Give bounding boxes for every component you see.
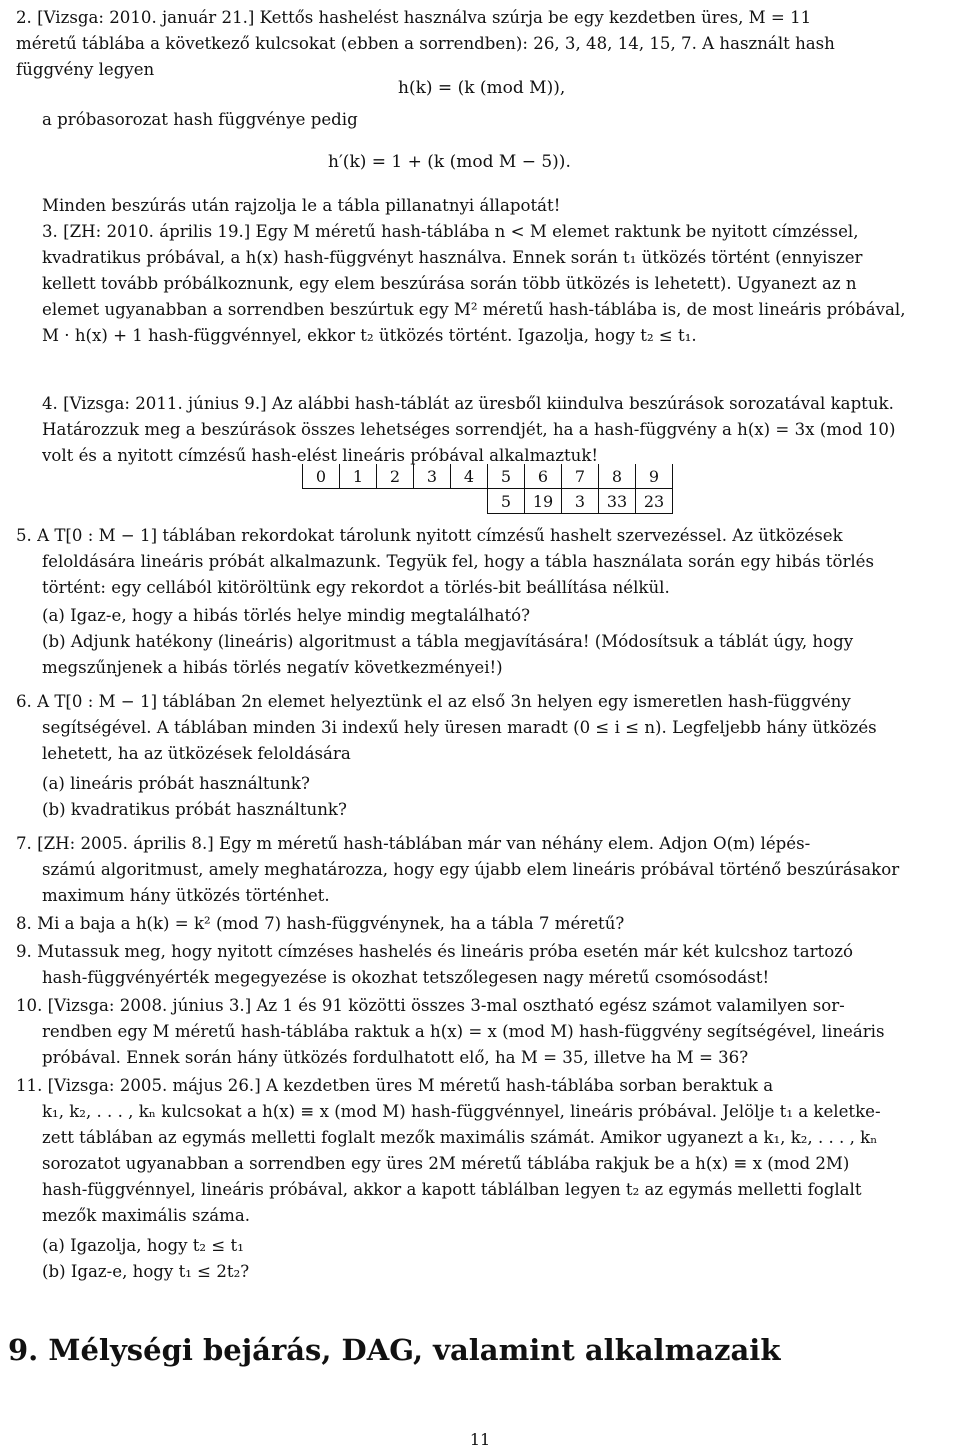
hash-table-value-cell [414, 489, 451, 514]
text-line: (a) Igazolja, hogy t₂ ≤ t₁ [42, 1236, 244, 1255]
hash-table-value-cell: 19 [525, 489, 562, 514]
hash-table-index-cell: 7 [562, 464, 599, 489]
section-title: 9. Mélységi bejárás, DAG, valamint alkalmazaik [8, 1333, 781, 1367]
hash-table-value-cell [340, 489, 377, 514]
text-line: rendben egy M méretű hash-táblába raktuk a h(x) = x (mod M) hash-függvény segítségével, lineáris [42, 1022, 885, 1041]
text-line: 3. [ZH: 2010. április 19.] Egy M méretű hash-táblába n < M elemet raktunk be nyitott címzéssel, [42, 222, 859, 241]
text-line: 6. A T[0 : M − 1] táblában 2n elemet helyeztünk el az első 3n helyen egy ismeretlen hash-függvény [16, 692, 851, 711]
hash-table-index-cell: 5 [488, 464, 525, 489]
hash-table-index-cell: 6 [525, 464, 562, 489]
text-line: megszűnjenek a hibás törlés negatív következményei!) [42, 658, 503, 677]
text-line: Minden beszúrás után rajzolja le a tábla pillanatnyi állapotát! [42, 196, 561, 215]
text-line: volt és a nyitott címzésű hash-elést lineáris próbával alkalmaztuk! [42, 446, 599, 465]
text-line: 10. [Vizsga: 2008. június 3.] Az 1 és 91 közötti összes 3-mal osztható egész számot valamilyen sor- [16, 996, 845, 1015]
text-line: történt: egy cellából kitöröltünk egy rekordot a törlés-bit beállítása nélkül. [42, 578, 670, 597]
hash-table-value-cell: 5 [488, 489, 525, 514]
hash-table-value-row [303, 489, 673, 514]
text-line: Határozzuk meg a beszúrások összes lehetséges sorrendjét, ha a hash-függvény a h(x) = 3x (mod 10) [42, 420, 896, 439]
text-line: 8. Mi a baja a h(k) = k² (mod 7) hash-függvénynek, ha a tábla 7 méretű? [16, 914, 625, 933]
text-line: hash-függvényérték megegyezése is okozhat tetszőlegesen nagy méretű csomósodást! [42, 968, 770, 987]
text-line: lehetett, ha az ütközések feloldására [42, 744, 351, 763]
text-line: mezők maximális száma. [42, 1206, 250, 1225]
text-line: 4. [Vizsga: 2011. június 9.] Az alábbi hash-táblát az üresből kiindulva beszúrások sorozatával kaptuk. [42, 394, 894, 413]
text-line: számú algoritmust, amely meghatározza, hogy egy újabb elem lineáris próbával történő beszúrásakor [42, 860, 900, 879]
text-line: méretű táblába a következő kulcsokat (ebben a sorrendben): 26, 3, 48, 14, 15, 7. A használt hash [16, 34, 835, 53]
page-number: 11 [469, 1430, 491, 1449]
text-line: (a) Igaz-e, hogy a hibás törlés helye mindig megtalálható? [42, 606, 531, 625]
text-line: k₁, k₂, . . . , kₙ kulcsokat a h(x) ≡ x (mod M) hash-függvénnyel, lineáris próbával. Jelölje t₁ a keletke- [42, 1102, 881, 1121]
hash-table-index-cell: 2 [377, 464, 414, 489]
text-line: maximum hány ütközés történhet. [42, 886, 330, 905]
text-line: kvadratikus próbával, a h(x) hash-függvényt használva. Ennek során t₁ ütközés történt (ennyiszer [42, 248, 863, 267]
text-line: 7. [ZH: 2005. április 8.] Egy m méretű hash-táblában már van néhány elem. Adjon O(m) lépés- [16, 834, 811, 853]
hash-table-index-cell: 4 [451, 464, 488, 489]
text-line: segítségével. A táblában minden 3i indexű hely üresen maradt (0 ≤ i ≤ n). Legfeljebb hány ütközés [42, 718, 877, 737]
hash-table-index-cell: 0 [303, 464, 340, 489]
text-line: a próbasorozat hash függvénye pedig [42, 110, 358, 129]
hash-table-index-cell: 8 [599, 464, 636, 489]
text-line: (b) kvadratikus próbát használtunk? [42, 800, 347, 819]
text-line: 2. [Vizsga: 2010. január 21.] Kettős hashelést használva szúrja be egy kezdetben üres, M = 11 [16, 8, 812, 27]
text-line: (b) Adjunk hatékony (lineáris) algoritmust a tábla megjavítására! (Módosítsuk a táblát úgy, hogy [42, 632, 854, 651]
hash-table-index-cell: 9 [636, 464, 673, 489]
hash-table-value-cell [303, 489, 340, 514]
text-line: feloldására lineáris próbát alkalmazunk. Tegyük fel, hogy a tábla használata során egy hibás törlés [42, 552, 875, 571]
text-line: 5. A T[0 : M − 1] táblában rekordokat tárolunk nyitott címzésű hashelt szervezéssel. Az ütközések [16, 526, 843, 545]
text-line: próbával. Ennek során hány ütközés fordulhatott elő, ha M = 35, illetve ha M = 36? [42, 1048, 749, 1067]
text-line: elemet ugyanabban a sorrendben beszúrtuk egy M² méretű hash-táblába is, de most lineáris próbával, [42, 300, 906, 319]
text-line: hash-függvénnyel, lineáris próbával, akkor a kapott táblálban legyen t₂ az egymás melletti foglalt [42, 1180, 862, 1199]
equation: h′(k) = 1 + (k (mod M − 5)). [328, 152, 571, 172]
text-line: (a) lineáris próbát használtunk? [42, 774, 310, 793]
text-line: zett táblában az egymás melletti foglalt mezők maximális számát. Amikor ugyanezt a k₁, k₂, . . . , kₙ [42, 1128, 878, 1147]
hash-table-value-cell [377, 489, 414, 514]
hash-table [302, 464, 673, 514]
text-line: 9. Mutassuk meg, hogy nyitott címzéses hashelés és lineáris próba esetén már két kulcshoz tartozó [16, 942, 853, 961]
text-line: kellett tovább próbálkoznunk, egy elem beszúrása során több ütközés is lehetett). Ugyanezt az n [42, 274, 857, 293]
text-line: M · h(x) + 1 hash-függvénnyel, ekkor t₂ ütközés történt. Igazolja, hogy t₂ ≤ t₁. [42, 326, 697, 345]
hash-table-value-cell: 3 [562, 489, 599, 514]
text-line: 11. [Vizsga: 2005. május 26.] A kezdetben üres M méretű hash-táblába sorban beraktuk a [16, 1076, 774, 1095]
text-line: sorozatot ugyanabban a sorrendben egy üres 2M méretű táblába rakjuk be a h(x) ≡ x (mod 2M) [42, 1154, 850, 1173]
hash-table-index-cell: 1 [340, 464, 377, 489]
hash-table-index-row [303, 464, 673, 489]
text-line: függvény legyen [16, 60, 155, 79]
hash-table-index-cell: 3 [414, 464, 451, 489]
hash-table-value-cell: 23 [636, 489, 673, 514]
hash-table-value-cell [451, 489, 488, 514]
text-line: (b) Igaz-e, hogy t₁ ≤ 2t₂? [42, 1262, 250, 1281]
hash-table-value-cell: 33 [599, 489, 636, 514]
equation: h(k) = (k (mod M)), [398, 78, 566, 98]
